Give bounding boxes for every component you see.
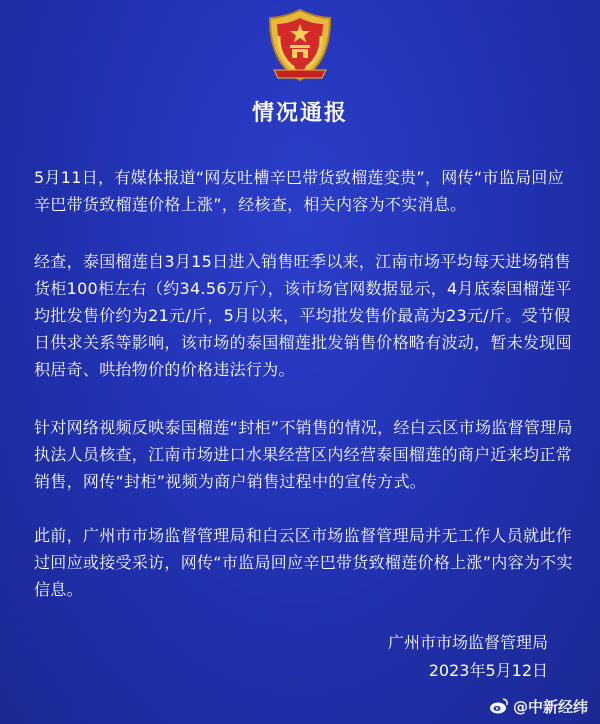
paragraph-4: 此前，广州市市场监督管理局和白云区市场监督管理局并无工作人员就此作过回应或接受采访，网传“市监局回应辛巴带货致榴莲价格上涨”内容为不实信息。: [34, 526, 573, 599]
signature-organization: 广州市市场监督管理局: [387, 633, 548, 652]
paragraph-1: 5月11日，有媒体报道“网友吐槽辛巴带货致榴莲变贵”，网传“市监局回应辛巴带货致榴莲价格上涨”，经核查，相关内容为不实消息。: [34, 168, 564, 214]
notice-title: 情况通报: [251, 101, 348, 126]
weibo-logo-icon: [489, 696, 509, 716]
signature-date: 2023年5月12日: [428, 661, 548, 680]
paragraph-3: 针对网络视频反映泰国榴莲“封柜”不销售的情况，经白云区市场监督管理局执法人员核查，江南市场进口水果经营区内经营泰国榴莲的商户近来均正常销售，网传“封柜”视频为商户销售过程中的宣传方式。: [34, 418, 573, 491]
watermark-text: @中新经纬: [512, 697, 588, 716]
paragraph-2: 经查，泰国榴莲自3月15日进入销售旺季以来，江南市场平均每天进场销售货柜100柜左右（约34.56万斤），该市场官网数据显示，4月底泰国榴莲平均批发售价约为21元/斤，5月以来，平均批发售价最高为23元/斤。受节假日供求关系等影响，该市场的泰国榴莲批发销售价格略有波动，暂未发现囤积居奇、哄抬物价的价格违法行为。: [34, 252, 572, 379]
market-regulation-emblem: [264, 6, 336, 88]
watermark: [489, 694, 588, 718]
